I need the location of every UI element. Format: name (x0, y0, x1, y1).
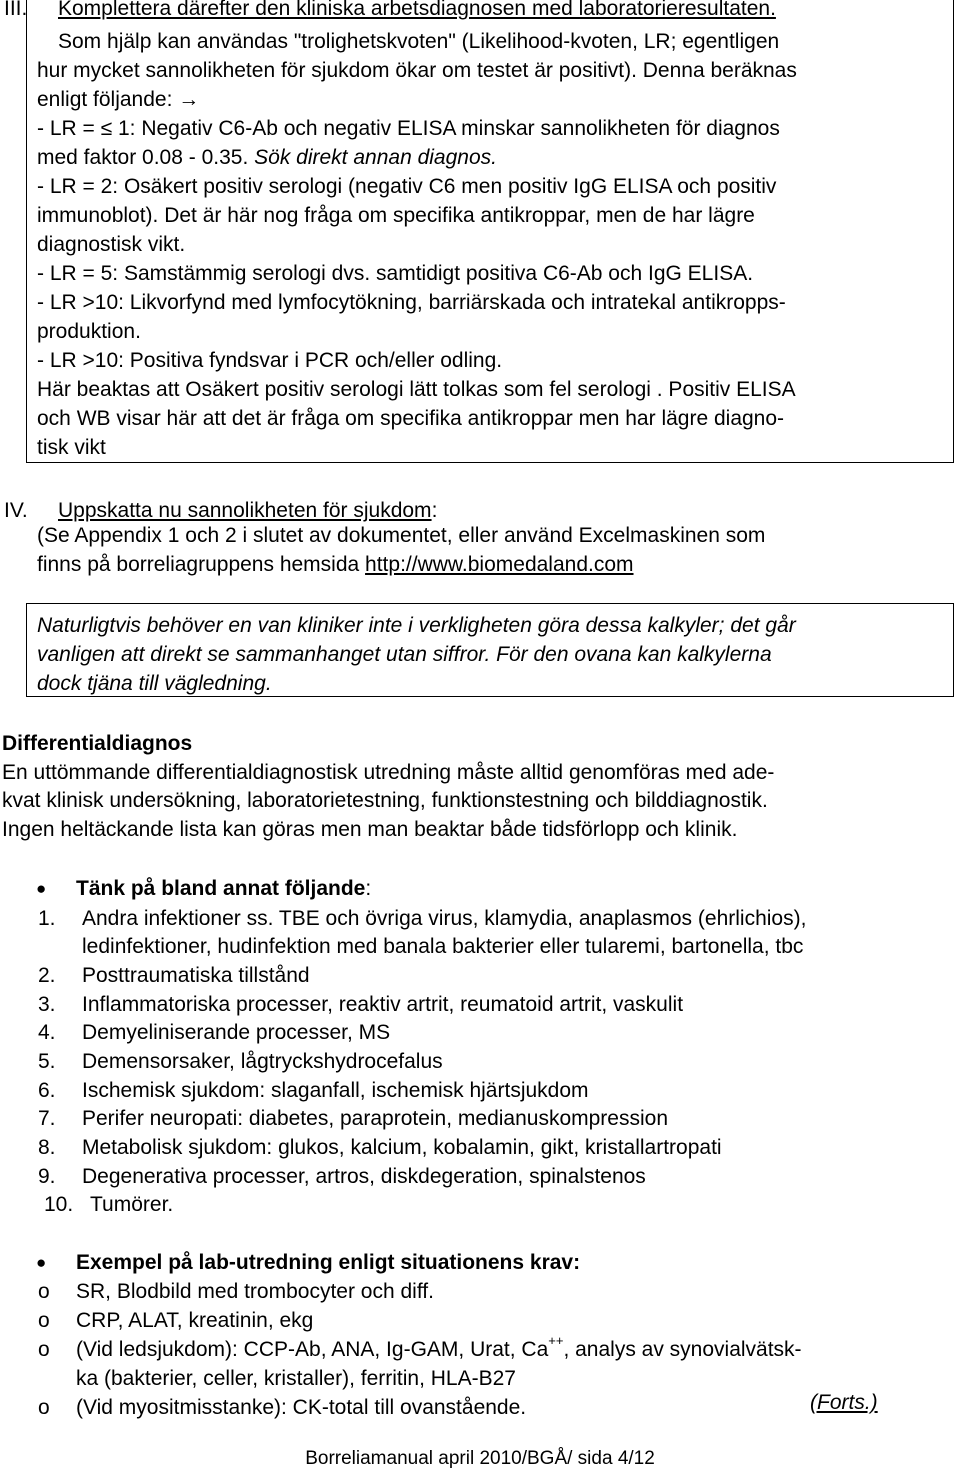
note-line: vanligen att direkt se sammanhanget utan siffror. För den ovana kan kalkylerna (37, 643, 772, 666)
sublist-item: CRP, ALAT, kreatinin, ekg (76, 1309, 314, 1332)
text-line: Som hjälp kan användas "trolighetskvoten" (Likelihood-kvoten, LR; egentligen (58, 30, 780, 53)
text-line: hur mycket sannolikheten för sjukdom ökar om testet är positivt). Denna beräknas (37, 59, 797, 82)
list-item: Demyeliniserande processer, MS (82, 1021, 391, 1044)
circle-bullet-icon: o (38, 1280, 50, 1303)
text-line: immunoblot). Det är här nog fråga om specifika antikroppar, men de har lägre (37, 204, 755, 227)
list-num: 1. (38, 907, 56, 930)
text-line: med faktor 0.08 - 0.35. Sök direkt annan diagnos. (37, 146, 497, 169)
note-line: dock tjäna till vägledning. (37, 672, 272, 695)
bullet-icon: ● (36, 1253, 47, 1272)
page-footer: Borreliamanual april 2010/BGÅ/ sida 4/12 (305, 1448, 655, 1469)
list-num: 10. (44, 1193, 74, 1216)
text-line: produktion. (37, 320, 141, 343)
list-item: ledinfektioner, hudinfektion med banala bakterier eller tularemi, bartonella, tbc (82, 935, 804, 958)
list-item: Demensorsaker, lågtryckshydrocefalus (82, 1050, 443, 1073)
bullet-title: Tänk på bland annat följande: (76, 877, 372, 900)
sublist-item: ka (bakterier, celler, kristaller), ferritin, HLA-B27 (76, 1367, 516, 1390)
paragraph-line: Ingen heltäckande lista kan göras men man beaktar både tidsförlopp och klinik. (2, 818, 738, 841)
text-line: - LR = ≤ 1: Negativ C6-Ab och negativ ELISA minskar sannolikheten för diagnos (37, 117, 780, 140)
list-item: Posttraumatiska tillstånd (82, 964, 310, 987)
text-line: diagnostisk vikt. (37, 233, 186, 256)
text-line: och WB visar här att det är fråga om specifika antikroppar men har lägre diagno- (37, 407, 785, 430)
sublist-item: SR, Blodbild med trombocyter och diff. (76, 1280, 434, 1303)
bullet-icon: ● (36, 879, 47, 898)
text-line: tisk vikt (37, 436, 106, 459)
circle-bullet-icon: o (38, 1309, 50, 1332)
text-line: - LR = 5: Samstämmig serologi dvs. samtidigt positiva C6-Ab och IgG ELISA. (37, 262, 754, 285)
section-iii-roman: III. (4, 0, 28, 20)
list-num: 4. (38, 1021, 56, 1044)
text-line: enligt följande: → (37, 88, 200, 111)
section-iii-heading: Komplettera därefter den kliniska arbetsdiagnosen med laboratorieresultaten. (58, 0, 776, 20)
italic-note: Sök direkt annan diagnos. (254, 146, 497, 169)
text-line: Här beaktas att Osäkert positiv serologi lätt tolkas som fel serologi . Positiv ELISA (37, 378, 796, 401)
text-line: (Se Appendix 1 och 2 i slutet av dokumentet, eller använd Excelmaskinen som (37, 524, 766, 547)
list-item: Metabolisk sjukdom: glukos, kalcium, kobalamin, gikt, kristallartropati (82, 1136, 722, 1159)
list-num: 5. (38, 1050, 56, 1073)
list-item: Tumörer. (90, 1193, 174, 1216)
text-line: - LR >10: Positiva fyndsvar i PCR och/eller odling. (37, 349, 503, 372)
list-item: Degenerativa processer, artros, diskdegeration, spinalstenos (82, 1165, 646, 1188)
list-num: 9. (38, 1165, 56, 1188)
section-iv-roman: IV. (4, 499, 28, 522)
circle-bullet-icon: o (38, 1338, 50, 1361)
list-item: Andra infektioner ss. TBE och övriga virus, klamydia, anaplasmos (ehrlichios), (82, 907, 807, 930)
text-line: - LR >10: Likvorfynd med lymfocytökning, barriärskada och intratekal antikropps- (37, 291, 786, 314)
sublist-item: (Vid ledsjukdom): CCP-Ab, ANA, Ig-GAM, Urat, Ca++, analys av synovialvätsk- (76, 1333, 802, 1361)
text-line: - LR = 2: Osäkert positiv serologi (negativ C6 men positiv IgG ELISA och positiv (37, 175, 777, 198)
list-item: Ischemisk sjukdom: slaganfall, ischemisk hjärtsjukdom (82, 1079, 589, 1102)
continued-label: (Forts.) (810, 1391, 878, 1414)
list-num: 2. (38, 964, 56, 987)
list-num: 3. (38, 993, 56, 1016)
list-num: 7. (38, 1107, 56, 1130)
list-item: Perifer neuropati: diabetes, paraprotein, medianuskompression (82, 1107, 669, 1130)
paragraph-line: kvat klinisk undersökning, laboratorietestning, funktionstestning och bilddiagnostik. (2, 789, 768, 812)
list-item: Inflammatoriska processer, reaktiv artrit, reumatoid artrit, vaskulit (82, 993, 684, 1016)
sublist-item: (Vid myositmisstanke): CK-total till ovanstående. (76, 1396, 527, 1419)
list-num: 8. (38, 1136, 56, 1159)
bullet-title: Exempel på lab-utredning enligt situationens krav: (76, 1251, 581, 1274)
paragraph-line: En uttömmande differentialdiagnostisk utredning måste alltid genomföras med ade- (2, 761, 775, 784)
list-num: 6. (38, 1079, 56, 1102)
biomedaland-link[interactable]: http://www.biomedaland.com (365, 553, 634, 576)
section-iv-heading: Uppskatta nu sannolikheten för sjukdom: (58, 499, 438, 522)
differential-title: Differentialdiagnos (2, 732, 193, 755)
circle-bullet-icon: o (38, 1396, 50, 1419)
note-line: Naturligtvis behöver en van kliniker inte i verkligheten göra dessa kalkyler; det går (37, 614, 796, 637)
text-line: finns på borreliagruppens hemsida http://www.biomedaland.com (37, 553, 634, 576)
